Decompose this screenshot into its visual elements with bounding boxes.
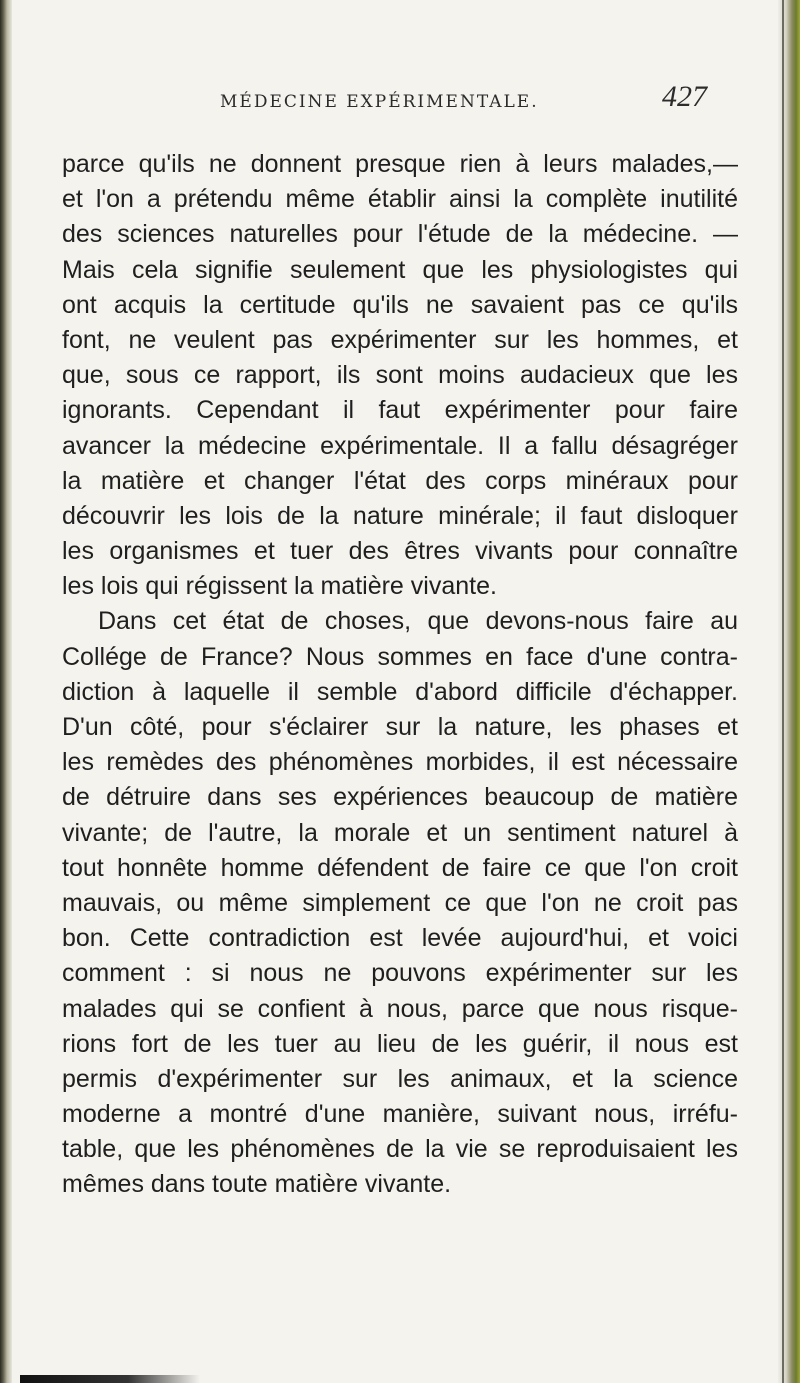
text-line: et l'on a prétendu même établir ainsi la complète inutilité — [62, 185, 738, 214]
text-line: Collége de France? Nous sommes en face d'une contra- — [62, 642, 738, 671]
left-page-edge — [0, 0, 12, 1383]
text-line: tout honnête homme défendent de faire ce que l'on croit — [62, 853, 738, 882]
bottom-edge-shadow — [20, 1375, 200, 1383]
text-line: moderne a montré d'une manière, suivant nous, irréfu- — [62, 1100, 738, 1129]
text-line: ignorants. Cependant il faut expérimenter pour faire — [62, 396, 738, 425]
text-line: Dans cet état de choses, que devons-nous faire au — [98, 607, 738, 636]
running-header — [0, 80, 800, 128]
page-number: 427 — [662, 80, 707, 113]
text-line: les organismes et tuer des êtres vivants pour connaître — [62, 537, 738, 566]
text-line: bon. Cette contradiction est levée aujourd'hui, et voici — [62, 924, 738, 953]
text-line: malades qui se confient à nous, parce que nous risque- — [62, 994, 738, 1023]
text-line: la matière et changer l'état des corps minéraux pour — [62, 466, 738, 495]
text-line: mauvais, ou même simplement ce que l'on ne croit pas — [62, 888, 738, 917]
text-line: comment : si nous ne pouvons expérimenter sur les — [62, 959, 738, 988]
text-line: D'un côté, pour s'éclairer sur la nature, les phases et — [62, 713, 738, 741]
text-line: les lois qui régissent la matière vivante. — [62, 572, 497, 601]
text-line: rions fort de les tuer au lieu de les guérir, il nous est — [62, 1029, 738, 1058]
text-line: que, sous ce rapport, ils sont moins audacieux que les — [62, 361, 738, 390]
text-line: Mais cela signifie seulement que les physiologistes qui — [62, 255, 738, 284]
text-line: table, que les phénomènes de la vie se reproduisaient les — [62, 1135, 738, 1164]
text-line: des sciences naturelles pour l'étude de la médecine. — — [62, 220, 738, 249]
text-line: de détruire dans ses expériences beaucoup de matière — [62, 783, 738, 812]
text-line: font, ne veulent pas expérimenter sur les hommes, et — [62, 325, 738, 354]
text-line: permis d'expérimenter sur les animaux, et la science — [62, 1064, 738, 1093]
text-line: vivante; de l'autre, la morale et un sentiment naturel à — [62, 818, 738, 847]
text-line: les remèdes des phénomènes morbides, il est nécessaire — [62, 748, 738, 777]
right-page-edge — [778, 0, 800, 1383]
text-line: avancer la médecine expérimentale. Il a fallu désagréger — [62, 431, 738, 460]
body-text — [62, 147, 738, 1203]
text-line: ont acquis la certitude qu'ils ne savaient pas ce qu'ils — [62, 290, 738, 319]
text-line: diction à laquelle il semble d'abord difficile d'échapper. — [62, 677, 738, 706]
text-line: découvrir les lois de la nature minérale; il faut disloquer — [62, 501, 738, 530]
text-line: mêmes dans toute matière vivante. — [62, 1170, 452, 1199]
text-line: parce qu'ils ne donnent presque rien à leurs malades,— — [62, 150, 738, 178]
running-title: MÉDECINE EXPÉRIMENTALE. — [220, 92, 539, 112]
